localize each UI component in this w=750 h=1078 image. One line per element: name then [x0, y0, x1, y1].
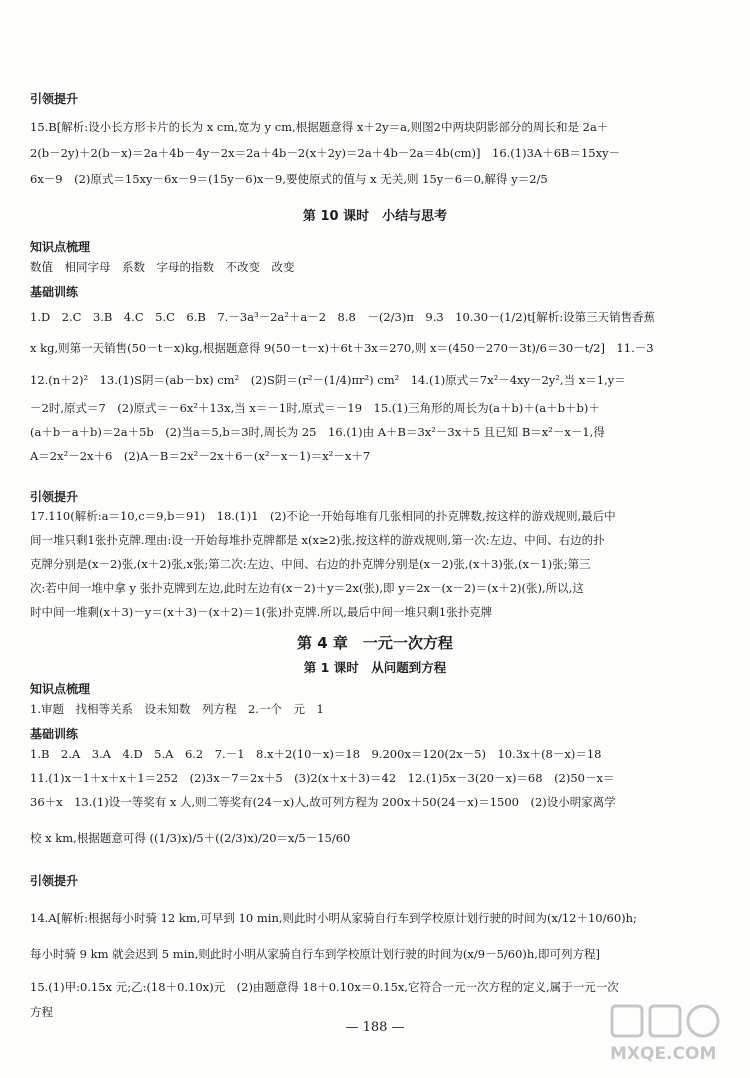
text-line: 方程 — [30, 1005, 53, 1019]
section-heading: 引领提升 — [30, 92, 79, 106]
text-line: 时中间一堆剩(x＋3)－y＝(x＋3)－(x＋2)＝1(张)扑克牌.所以,最后中间一堆只剩1张扑克牌 — [30, 605, 493, 619]
text-line: 1.B 2.A 3.A 4.D 5.A 6.2 7.－1 8.x＋2(10－x)＝18 9.200x＝120(2x－5) 10.3x＋(8－x)＝18 — [30, 747, 602, 761]
text-line: 15.B[解析:设小长方形卡片的长为 x cm,宽为 y cm,根据题意得 x＋2y＝a,则图2中两块阴影部分的周长和是 2a＋ — [30, 120, 609, 134]
text-line: 12.(n＋2)² 13.(1)S阴＝(ab－bx) cm² (2)S阴＝(r²－(1/4)πr²) cm² 14.(1)原式＝7x²－4xy－2y²,当 x＝1,y＝ — [30, 373, 626, 387]
section-heading: 引领提升 — [30, 874, 79, 888]
watermark-logo — [606, 1002, 736, 1068]
text-line: x kg,则第一天销售(50－t－x)kg,根据题意得 9(50－t－x)＋6t＋3x＝270,则 x＝(450－270－3t)/6＝30－t/2] 11.－3 — [30, 341, 654, 355]
watermark-text: MXQE.COM — [610, 1044, 717, 1064]
text-line: 2(b－2y)＋2(b－x)＝2a＋4b－4y－2x＝2a＋4b－2(x＋2y)＝2a＋4b－2a＝4b(cm)] 16.(1)3A＋6B＝15xy－ — [30, 146, 621, 160]
page-number: — 188 — — [345, 1020, 405, 1035]
knowledge-points — [30, 254, 720, 280]
text-line: 数值 相同字母 系数 字母的指数 不改变 改变 — [30, 260, 295, 274]
text-line: 1.审题 找相等关系 设未知数 列方程 2.一个 元 1 — [30, 702, 324, 716]
chapter-title: 第 4 章 一元一次方程 — [297, 634, 453, 652]
answer-block-basic-ch4 — [30, 742, 720, 862]
text-line: 15.(1)甲:0.15x 元;乙:(18＋0.10x)元 (2)由题意得 18＋0.10x＝0.15x,它符合一元一次方程的定义,属于一元一次 — [30, 980, 619, 994]
text-line: 校 x km,根据题意可得 ((1/3)x)/5＋((2/3)x)/20＝x/5－15/60 — [30, 831, 351, 845]
text-line: 6x－9 (2)原式＝15xy－6x－9＝(15y－6)x－9,要使原式的值与 x 无关,则 15y－6＝0,解得 y＝2/5 — [30, 172, 548, 186]
text-line: 每小时骑 9 km 就会迟到 5 min,则此时小明从家骑自行车到学校原计划行驶的时间为(x/9－5/60)h,即可列方程] — [30, 947, 600, 961]
text-line: －2时,原式＝7 (2)原式＝－6x²＋13x,当 x＝－1时,原式＝－19 15.(1)三角形的周长为(a＋b)＋(a＋b＋b)＋ — [30, 401, 600, 415]
answer-block-basic — [30, 302, 720, 468]
section-heading: 基础训练 — [30, 727, 79, 741]
text-line: 1.D 2.C 3.B 4.C 5.C 6.B 7.－3a³－2a²＋a－2 8.8 －(2/3)π 9.3 10.30－(1/2)t[解析:设第三天销售香蕉 — [30, 310, 656, 324]
lesson-title: 第 1 课时 从问题到方程 — [303, 660, 447, 675]
text-line: 14.A[解析:根据每小时骑 12 km,可早到 10 min,则此时小明从家骑自行车到学校原计划行驶的时间为(x/12＋10/60)h; — [30, 911, 637, 925]
section-heading: 基础训练 — [30, 285, 79, 299]
lesson-title: 第 10 课时 小结与思考 — [302, 209, 448, 224]
text-line: 36＋x 13.(1)设一等奖有 x 人,则二等奖有(24－x)人,故可列方程为 200x＋50(24－x)＝1500 (2)设小明家离学 — [30, 795, 616, 809]
text-line: A＝2x²－2x＋6 (2)A－B＝2x²－2x＋6－(x²－x－1)＝x²－x＋7 — [30, 449, 371, 463]
text-line: 克牌分别是(x－2)张,(x＋2)张,x张;第二次:左边、中间、右边的扑克牌分别是(x－2)张,(x＋3)张,(x－1)张;第三 — [30, 557, 591, 571]
knowledge-points — [30, 696, 720, 722]
section-heading: 引领提升 — [30, 490, 79, 504]
answer-block-15-16 — [30, 114, 720, 192]
answer-block-17-18 — [30, 504, 720, 624]
text-line: 17.110(解析:a＝10,c＝9,b＝91) 18.(1)1 (2)不论一开始每堆有几张相同的扑克牌数,按这样的游戏规则,最后中 — [30, 509, 616, 523]
text-line: 次:若中间一堆中拿 y 张扑克牌到左边,此时左边有(x－2)＋y＝2x(张),即 y＝2x－(x－2)＝(x＋2)(张),所以,这 — [30, 581, 584, 595]
text-line: 11.(1)x－1＋x＋x＋1＝252 (2)3x－7＝2x＋5 (3)2(x＋x＋3)＝42 12.(1)5x－3(20－x)＝68 (2)50－x＝ — [30, 771, 615, 785]
text-line: 间一堆只剩1张扑克牌.理由:设一开始每堆扑克牌都是 x(x≥2)张,按这样的游戏规则,第一次:左边、中间、右边的扑 — [30, 533, 605, 547]
section-heading: 知识点梳理 — [30, 682, 91, 696]
text-line: (a＋b－a＋b)＝2a＋5b (2)当a＝5,b＝3时,周长为 25 16.(1)由 A＋B＝3x²－3x＋5 且已知 B＝x²－x－1,得 — [30, 425, 605, 439]
section-heading: 知识点梳理 — [30, 240, 91, 254]
